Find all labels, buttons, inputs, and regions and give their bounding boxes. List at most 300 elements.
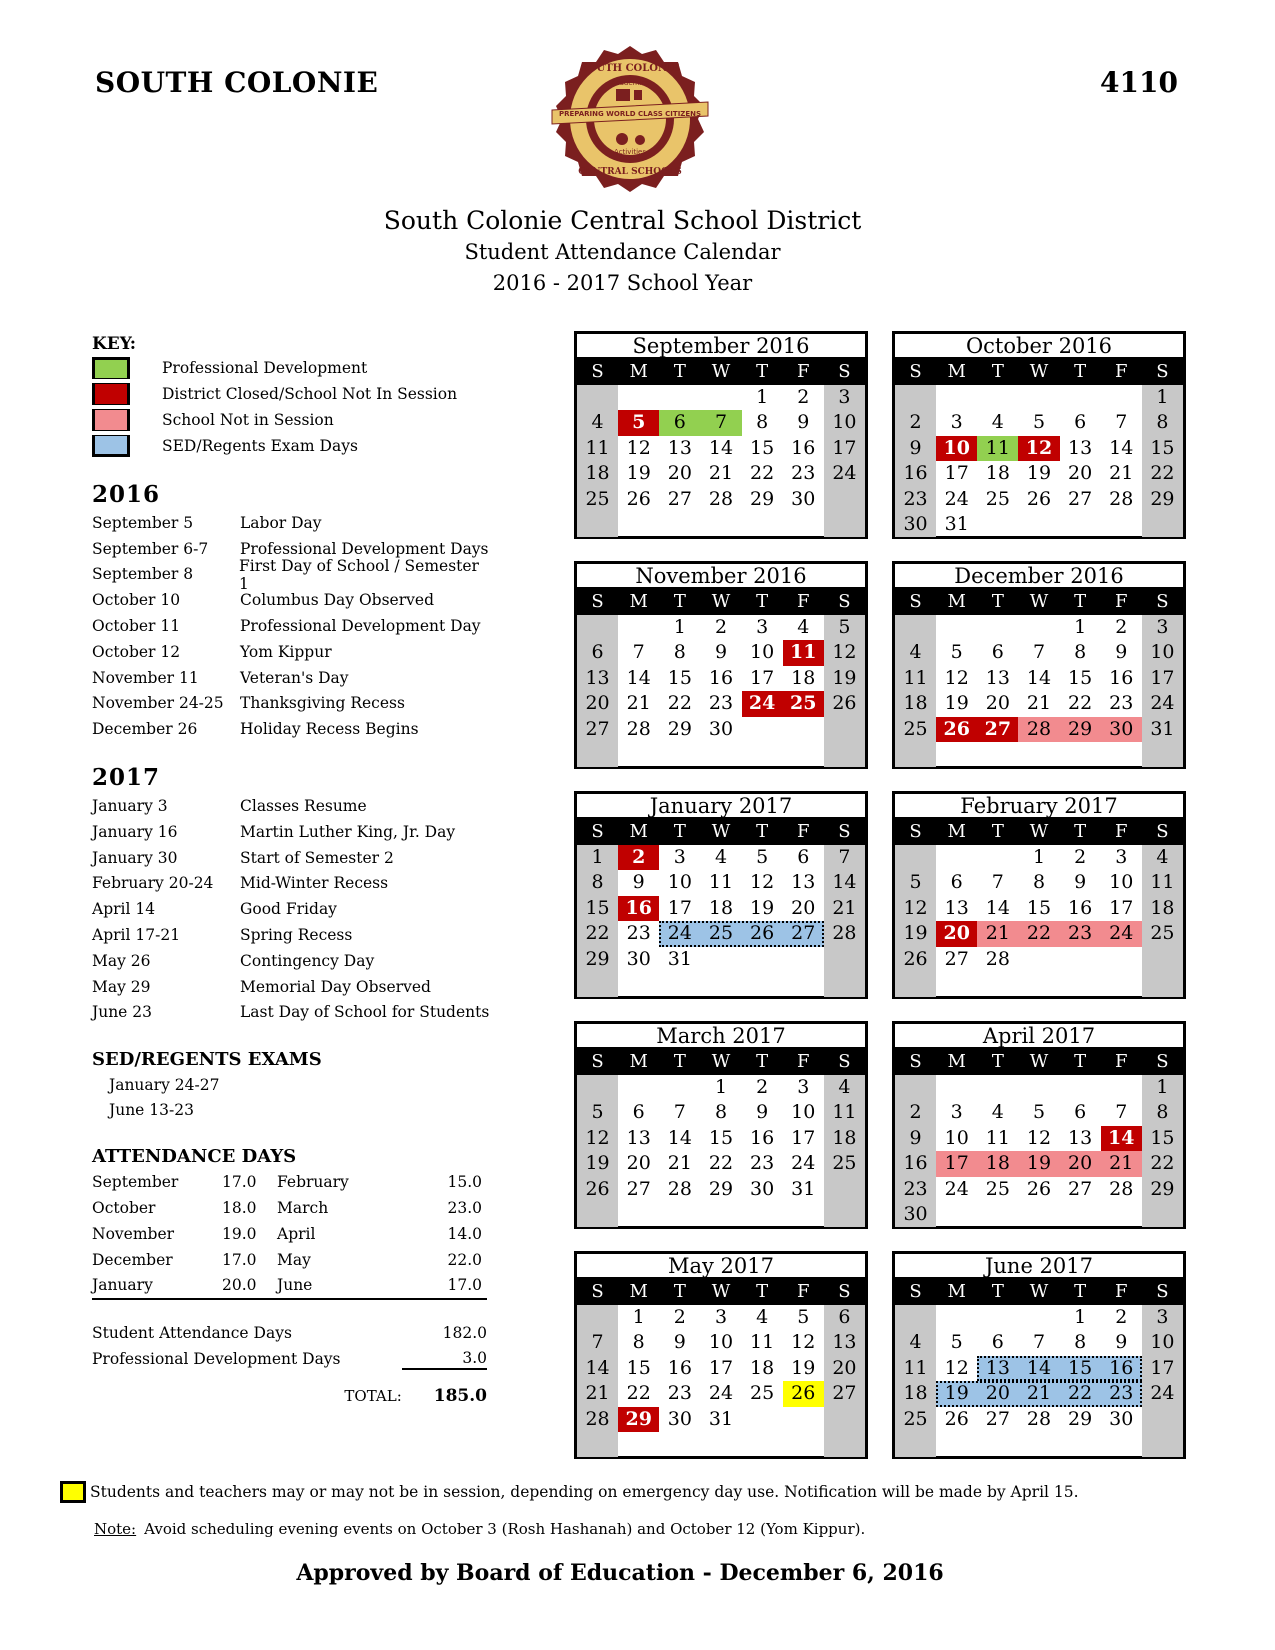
day-cell[interactable]: 26 xyxy=(626,487,651,510)
day-cell[interactable]: 6 xyxy=(1074,411,1087,434)
day-cell[interactable]: 31 xyxy=(791,1177,816,1200)
day-cell[interactable]: 25 xyxy=(832,1152,857,1175)
day-cell[interactable]: 11 xyxy=(708,871,734,894)
day-cell[interactable]: 1 xyxy=(1032,846,1046,868)
day-cell-exam[interactable]: 16 xyxy=(1101,1356,1142,1381)
day-cell[interactable]: 14 xyxy=(626,666,651,689)
day-cell-nosess[interactable]: 24 xyxy=(1101,921,1142,946)
day-cell[interactable]: 25 xyxy=(903,717,928,740)
day-cell[interactable]: 27 xyxy=(985,1407,1010,1430)
day-cell[interactable]: 1 xyxy=(1156,386,1169,408)
day-cell[interactable]: 20 xyxy=(1068,462,1093,485)
day-cell-nosess[interactable]: 28 xyxy=(1018,717,1059,742)
day-cell-cont[interactable]: 26 xyxy=(783,1381,824,1406)
day-cell-nosess[interactable]: 17 xyxy=(936,1151,977,1176)
day-cell[interactable]: 12 xyxy=(1026,1126,1052,1149)
day-cell[interactable]: 12 xyxy=(626,436,651,459)
day-cell[interactable]: 25 xyxy=(1150,922,1175,945)
day-cell[interactable]: 4 xyxy=(909,641,922,664)
day-cell[interactable]: 23 xyxy=(791,462,816,485)
day-cell[interactable]: 10 xyxy=(708,1331,734,1354)
day-cell[interactable]: 20 xyxy=(832,1356,857,1379)
day-cell[interactable]: 6 xyxy=(950,871,963,894)
day-cell[interactable]: 2 xyxy=(1115,1306,1128,1328)
day-cell[interactable]: 12 xyxy=(944,666,969,689)
day-cell[interactable]: 22 xyxy=(626,1382,651,1405)
day-cell[interactable]: 7 xyxy=(632,641,645,664)
day-cell[interactable]: 31 xyxy=(1150,717,1175,740)
day-cell[interactable]: 29 xyxy=(1068,1407,1093,1430)
day-cell[interactable]: 27 xyxy=(626,1177,651,1200)
day-cell[interactable]: 9 xyxy=(1074,871,1087,894)
day-cell[interactable]: 22 xyxy=(585,922,610,945)
day-cell-nosess[interactable]: 19 xyxy=(1018,1151,1059,1176)
day-cell-exam[interactable]: 19 xyxy=(936,1381,977,1406)
day-cell[interactable]: 24 xyxy=(1150,1382,1175,1405)
day-cell-closed[interactable]: 14 xyxy=(1101,1126,1142,1151)
day-cell[interactable]: 16 xyxy=(750,1126,775,1149)
day-cell[interactable]: 12 xyxy=(944,1356,969,1379)
day-cell[interactable]: 25 xyxy=(903,1407,928,1430)
day-cell[interactable]: 3 xyxy=(838,386,851,408)
day-cell[interactable]: 26 xyxy=(903,947,928,970)
day-cell[interactable]: 8 xyxy=(756,411,769,434)
day-cell[interactable]: 30 xyxy=(1109,1407,1134,1430)
day-cell-exam[interactable]: 14 xyxy=(1018,1356,1059,1381)
day-cell[interactable]: 4 xyxy=(591,411,604,434)
day-cell-pd[interactable]: 11 xyxy=(977,436,1018,461)
day-cell[interactable]: 18 xyxy=(585,462,610,485)
day-cell[interactable]: 13 xyxy=(791,871,816,894)
day-cell[interactable]: 17 xyxy=(944,462,969,485)
day-cell[interactable]: 3 xyxy=(673,846,686,868)
day-cell[interactable]: 29 xyxy=(750,487,775,510)
day-cell[interactable]: 4 xyxy=(756,1306,769,1328)
day-cell[interactable]: 10 xyxy=(667,871,692,894)
day-cell[interactable]: 7 xyxy=(673,1101,686,1124)
day-cell-nosess[interactable]: 22 xyxy=(1018,921,1059,946)
day-cell[interactable]: 21 xyxy=(667,1152,692,1175)
day-cell[interactable]: 11 xyxy=(903,666,928,689)
day-cell[interactable]: 30 xyxy=(750,1177,775,1200)
day-cell[interactable]: 17 xyxy=(750,666,775,689)
day-cell[interactable]: 4 xyxy=(991,1101,1004,1124)
day-cell[interactable]: 19 xyxy=(832,666,857,689)
day-cell[interactable]: 2 xyxy=(797,386,810,408)
day-cell[interactable]: 6 xyxy=(991,1331,1004,1354)
day-cell[interactable]: 8 xyxy=(673,641,686,664)
day-cell[interactable]: 13 xyxy=(667,436,692,459)
day-cell[interactable]: 27 xyxy=(944,947,969,970)
day-cell[interactable]: 1 xyxy=(673,616,686,638)
day-cell[interactable]: 30 xyxy=(626,947,651,970)
day-cell[interactable]: 27 xyxy=(1068,487,1093,510)
day-cell[interactable]: 29 xyxy=(1150,487,1175,510)
day-cell-exam[interactable]: 21 xyxy=(1018,1381,1059,1406)
day-cell-exam[interactable]: 23 xyxy=(1101,1381,1142,1406)
day-cell[interactable]: 5 xyxy=(756,846,769,868)
day-cell[interactable]: 24 xyxy=(944,1177,969,1200)
day-cell[interactable]: 17 xyxy=(1150,666,1175,689)
day-cell[interactable]: 28 xyxy=(708,487,734,510)
day-cell[interactable]: 7 xyxy=(838,846,851,868)
day-cell[interactable]: 13 xyxy=(1068,1126,1093,1149)
day-cell[interactable]: 20 xyxy=(985,692,1010,715)
day-cell[interactable]: 16 xyxy=(708,666,734,689)
day-cell[interactable]: 15 xyxy=(1068,666,1093,689)
day-cell[interactable]: 12 xyxy=(585,1126,610,1149)
day-cell[interactable]: 3 xyxy=(714,1306,728,1328)
day-cell-exam[interactable]: 20 xyxy=(977,1381,1018,1406)
day-cell[interactable]: 11 xyxy=(585,436,610,459)
day-cell-closed[interactable]: 27 xyxy=(977,717,1018,742)
day-cell[interactable]: 20 xyxy=(585,692,610,715)
day-cell[interactable]: 1 xyxy=(1156,1076,1169,1098)
day-cell[interactable]: 21 xyxy=(585,1382,610,1405)
day-cell[interactable]: 10 xyxy=(1150,641,1175,664)
day-cell[interactable]: 30 xyxy=(708,717,734,740)
day-cell-closed[interactable]: 20 xyxy=(936,921,977,946)
day-cell[interactable]: 4 xyxy=(797,616,810,638)
day-cell-nosess[interactable]: 30 xyxy=(1101,717,1142,742)
day-cell[interactable]: 24 xyxy=(832,462,857,485)
day-cell[interactable]: 27 xyxy=(667,487,692,510)
day-cell[interactable]: 19 xyxy=(626,462,651,485)
day-cell[interactable]: 10 xyxy=(750,641,775,664)
day-cell[interactable]: 16 xyxy=(1068,896,1093,919)
day-cell-exam[interactable]: 15 xyxy=(1060,1356,1101,1381)
day-cell[interactable]: 9 xyxy=(632,871,645,894)
day-cell[interactable]: 5 xyxy=(1032,411,1046,434)
day-cell[interactable]: 19 xyxy=(750,896,775,919)
day-cell[interactable]: 17 xyxy=(667,896,692,919)
day-cell[interactable]: 24 xyxy=(1150,692,1175,715)
day-cell[interactable]: 19 xyxy=(944,692,969,715)
day-cell[interactable]: 22 xyxy=(667,692,692,715)
day-cell[interactable]: 2 xyxy=(1074,846,1087,868)
day-cell[interactable]: 28 xyxy=(626,717,651,740)
day-cell[interactable]: 21 xyxy=(1026,692,1052,715)
day-cell-pd[interactable]: 6 xyxy=(659,410,700,435)
day-cell[interactable]: 23 xyxy=(903,1177,928,1200)
day-cell[interactable]: 9 xyxy=(1115,641,1128,664)
day-cell[interactable]: 2 xyxy=(756,1076,769,1098)
day-cell[interactable]: 5 xyxy=(909,871,922,894)
day-cell[interactable]: 4 xyxy=(1156,846,1169,868)
day-cell[interactable]: 25 xyxy=(750,1382,775,1405)
day-cell[interactable]: 11 xyxy=(985,1126,1010,1149)
day-cell-nosess[interactable]: 18 xyxy=(977,1151,1018,1176)
day-cell[interactable]: 31 xyxy=(944,512,969,535)
day-cell[interactable]: 8 xyxy=(591,871,604,894)
day-cell[interactable]: 23 xyxy=(626,922,651,945)
day-cell[interactable]: 16 xyxy=(1109,666,1134,689)
day-cell[interactable]: 7 xyxy=(1115,411,1128,434)
day-cell[interactable]: 24 xyxy=(791,1152,816,1175)
day-cell[interactable]: 23 xyxy=(708,692,734,715)
day-cell[interactable]: 2 xyxy=(909,411,922,434)
day-cell[interactable]: 30 xyxy=(903,1202,928,1225)
day-cell[interactable]: 11 xyxy=(750,1331,775,1354)
day-cell[interactable]: 14 xyxy=(1026,666,1052,689)
day-cell[interactable]: 26 xyxy=(832,692,857,715)
day-cell[interactable]: 7 xyxy=(591,1331,604,1354)
day-cell-nosess[interactable]: 23 xyxy=(1060,921,1101,946)
day-cell[interactable]: 26 xyxy=(1026,487,1052,510)
day-cell[interactable]: 10 xyxy=(832,411,857,434)
day-cell[interactable]: 1 xyxy=(1074,1306,1087,1328)
day-cell[interactable]: 17 xyxy=(791,1126,816,1149)
day-cell[interactable]: 19 xyxy=(1026,462,1052,485)
day-cell[interactable]: 23 xyxy=(903,487,928,510)
day-cell[interactable]: 21 xyxy=(832,896,857,919)
day-cell[interactable]: 27 xyxy=(585,717,610,740)
day-cell[interactable]: 15 xyxy=(1026,896,1052,919)
day-cell[interactable]: 15 xyxy=(1150,436,1175,459)
day-cell[interactable]: 13 xyxy=(985,666,1010,689)
day-cell-exam[interactable]: 27 xyxy=(783,921,824,946)
day-cell-closed[interactable]: 26 xyxy=(936,717,977,742)
day-cell[interactable]: 30 xyxy=(903,512,928,535)
day-cell[interactable]: 18 xyxy=(832,1126,857,1149)
day-cell[interactable]: 6 xyxy=(797,846,810,868)
day-cell[interactable]: 11 xyxy=(903,1356,928,1379)
day-cell[interactable]: 1 xyxy=(632,1306,645,1328)
day-cell-nosess[interactable]: 29 xyxy=(1060,717,1101,742)
day-cell[interactable]: 2 xyxy=(673,1306,686,1328)
day-cell[interactable]: 12 xyxy=(903,896,928,919)
day-cell[interactable]: 18 xyxy=(791,666,816,689)
day-cell[interactable]: 15 xyxy=(708,1126,734,1149)
day-cell[interactable]: 14 xyxy=(585,1356,610,1379)
day-cell[interactable]: 9 xyxy=(1115,1331,1128,1354)
day-cell[interactable]: 27 xyxy=(832,1382,857,1405)
day-cell-exam[interactable]: 22 xyxy=(1060,1381,1101,1406)
day-cell[interactable]: 26 xyxy=(944,1407,969,1430)
day-cell[interactable]: 9 xyxy=(909,436,922,459)
day-cell[interactable]: 18 xyxy=(750,1356,775,1379)
day-cell[interactable]: 8 xyxy=(1032,871,1046,894)
day-cell[interactable]: 5 xyxy=(950,641,963,664)
day-cell[interactable]: 13 xyxy=(944,896,969,919)
day-cell[interactable]: 4 xyxy=(838,1076,851,1098)
day-cell-closed[interactable]: 10 xyxy=(936,436,977,461)
day-cell[interactable]: 9 xyxy=(909,1126,922,1149)
day-cell-nosess[interactable]: 21 xyxy=(1101,1151,1142,1176)
day-cell[interactable]: 28 xyxy=(667,1177,692,1200)
day-cell-closed[interactable]: 5 xyxy=(618,410,659,435)
day-cell[interactable]: 13 xyxy=(626,1126,651,1149)
day-cell[interactable]: 3 xyxy=(1156,616,1169,638)
day-cell[interactable]: 18 xyxy=(903,1382,928,1405)
day-cell[interactable]: 6 xyxy=(1074,1101,1087,1124)
day-cell[interactable]: 31 xyxy=(708,1407,734,1430)
day-cell[interactable]: 19 xyxy=(903,922,928,945)
day-cell[interactable]: 28 xyxy=(1109,487,1134,510)
day-cell[interactable]: 7 xyxy=(1115,1101,1128,1124)
day-cell[interactable]: 12 xyxy=(750,871,775,894)
day-cell[interactable]: 27 xyxy=(1068,1177,1093,1200)
day-cell[interactable]: 9 xyxy=(756,1101,769,1124)
day-cell[interactable]: 1 xyxy=(591,846,604,868)
day-cell[interactable]: 22 xyxy=(1068,692,1093,715)
day-cell[interactable]: 26 xyxy=(585,1177,610,1200)
day-cell[interactable]: 8 xyxy=(1156,411,1169,434)
day-cell-closed[interactable]: 25 xyxy=(783,691,824,716)
day-cell[interactable]: 11 xyxy=(1150,871,1175,894)
day-cell[interactable]: 1 xyxy=(756,386,769,408)
day-cell[interactable]: 18 xyxy=(903,692,928,715)
day-cell[interactable]: 22 xyxy=(708,1152,734,1175)
day-cell[interactable]: 6 xyxy=(591,641,604,664)
day-cell[interactable]: 19 xyxy=(585,1152,610,1175)
day-cell[interactable]: 21 xyxy=(1109,462,1134,485)
day-cell[interactable]: 13 xyxy=(832,1331,857,1354)
day-cell[interactable]: 16 xyxy=(903,462,928,485)
day-cell[interactable]: 1 xyxy=(714,1076,728,1098)
day-cell[interactable]: 7 xyxy=(1032,1331,1046,1354)
day-cell[interactable]: 16 xyxy=(791,436,816,459)
day-cell[interactable]: 5 xyxy=(838,616,851,638)
day-cell[interactable]: 5 xyxy=(950,1331,963,1354)
day-cell[interactable]: 26 xyxy=(1026,1177,1052,1200)
day-cell[interactable]: 7 xyxy=(1032,641,1046,664)
day-cell-closed[interactable]: 29 xyxy=(618,1407,659,1432)
day-cell-closed[interactable]: 12 xyxy=(1018,436,1059,461)
day-cell[interactable]: 29 xyxy=(1150,1177,1175,1200)
day-cell[interactable]: 24 xyxy=(944,487,969,510)
day-cell[interactable]: 8 xyxy=(1074,1331,1087,1354)
day-cell-closed[interactable]: 2 xyxy=(618,845,659,870)
day-cell[interactable]: 3 xyxy=(950,411,963,434)
day-cell[interactable]: 12 xyxy=(832,641,857,664)
day-cell[interactable]: 31 xyxy=(667,947,692,970)
day-cell[interactable]: 2 xyxy=(1115,616,1128,638)
day-cell-nosess[interactable]: 20 xyxy=(1060,1151,1101,1176)
day-cell[interactable]: 15 xyxy=(585,896,610,919)
day-cell[interactable]: 25 xyxy=(985,1177,1010,1200)
day-cell[interactable]: 4 xyxy=(991,411,1004,434)
day-cell[interactable]: 22 xyxy=(750,462,775,485)
day-cell[interactable]: 18 xyxy=(985,462,1010,485)
day-cell[interactable]: 23 xyxy=(750,1152,775,1175)
day-cell[interactable]: 15 xyxy=(626,1356,651,1379)
day-cell[interactable]: 25 xyxy=(985,487,1010,510)
day-cell[interactable]: 15 xyxy=(1150,1126,1175,1149)
day-cell[interactable]: 10 xyxy=(944,1126,969,1149)
day-cell[interactable]: 8 xyxy=(1074,641,1087,664)
day-cell[interactable]: 15 xyxy=(667,666,692,689)
day-cell[interactable]: 6 xyxy=(991,641,1004,664)
day-cell[interactable]: 21 xyxy=(708,462,734,485)
day-cell[interactable]: 17 xyxy=(832,436,857,459)
day-cell[interactable]: 10 xyxy=(791,1101,816,1124)
day-cell[interactable]: 6 xyxy=(838,1306,851,1328)
day-cell[interactable]: 28 xyxy=(1109,1177,1134,1200)
day-cell[interactable]: 19 xyxy=(791,1356,816,1379)
day-cell[interactable]: 14 xyxy=(985,896,1010,919)
day-cell[interactable]: 14 xyxy=(832,871,857,894)
day-cell[interactable]: 28 xyxy=(832,922,857,945)
day-cell[interactable]: 16 xyxy=(903,1152,928,1175)
day-cell[interactable]: 1 xyxy=(1074,616,1087,638)
day-cell-exam[interactable]: 13 xyxy=(977,1356,1018,1381)
day-cell[interactable]: 18 xyxy=(708,896,734,919)
day-cell[interactable]: 8 xyxy=(632,1331,645,1354)
day-cell-exam[interactable]: 26 xyxy=(742,921,783,946)
day-cell[interactable]: 11 xyxy=(832,1101,857,1124)
day-cell[interactable]: 9 xyxy=(673,1331,686,1354)
day-cell-closed[interactable]: 11 xyxy=(783,640,824,665)
day-cell[interactable]: 10 xyxy=(1109,871,1134,894)
day-cell[interactable]: 13 xyxy=(585,666,610,689)
day-cell[interactable]: 17 xyxy=(1150,1356,1175,1379)
day-cell[interactable]: 5 xyxy=(1032,1101,1046,1124)
day-cell[interactable]: 5 xyxy=(797,1306,810,1328)
day-cell-nosess[interactable]: 21 xyxy=(977,921,1018,946)
day-cell[interactable]: 20 xyxy=(626,1152,651,1175)
day-cell[interactable]: 8 xyxy=(714,1101,728,1124)
day-cell[interactable]: 24 xyxy=(708,1382,734,1405)
day-cell[interactable]: 10 xyxy=(1150,1331,1175,1354)
day-cell[interactable]: 4 xyxy=(714,846,728,868)
day-cell[interactable]: 8 xyxy=(1156,1101,1169,1124)
day-cell-exam[interactable]: 24 xyxy=(659,921,700,946)
day-cell[interactable]: 2 xyxy=(714,616,728,638)
day-cell[interactable]: 3 xyxy=(1115,846,1128,868)
day-cell[interactable]: 3 xyxy=(797,1076,810,1098)
day-cell[interactable]: 23 xyxy=(667,1382,692,1405)
day-cell[interactable]: 4 xyxy=(909,1331,922,1354)
day-cell[interactable]: 14 xyxy=(667,1126,692,1149)
day-cell[interactable]: 14 xyxy=(708,436,734,459)
day-cell[interactable]: 23 xyxy=(1109,692,1134,715)
day-cell[interactable]: 22 xyxy=(1150,1152,1175,1175)
day-cell[interactable]: 28 xyxy=(1026,1407,1052,1430)
day-cell[interactable]: 17 xyxy=(1109,896,1134,919)
day-cell-closed[interactable]: 24 xyxy=(742,691,783,716)
day-cell[interactable]: 9 xyxy=(714,641,728,664)
day-cell[interactable]: 6 xyxy=(632,1101,645,1124)
day-cell[interactable]: 12 xyxy=(791,1331,816,1354)
day-cell[interactable]: 3 xyxy=(950,1101,963,1124)
day-cell[interactable]: 22 xyxy=(1150,462,1175,485)
day-cell[interactable]: 13 xyxy=(1068,436,1093,459)
day-cell[interactable]: 15 xyxy=(750,436,775,459)
day-cell[interactable]: 14 xyxy=(1109,436,1134,459)
day-cell[interactable]: 30 xyxy=(791,487,816,510)
day-cell[interactable]: 3 xyxy=(1156,1306,1169,1328)
day-cell[interactable]: 2 xyxy=(909,1101,922,1124)
day-cell[interactable]: 29 xyxy=(667,717,692,740)
day-cell[interactable]: 29 xyxy=(585,947,610,970)
day-cell[interactable]: 28 xyxy=(985,947,1010,970)
day-cell[interactable]: 18 xyxy=(1150,896,1175,919)
day-cell[interactable]: 17 xyxy=(708,1356,734,1379)
day-cell[interactable]: 25 xyxy=(585,487,610,510)
day-cell[interactable]: 7 xyxy=(991,871,1004,894)
day-cell-pd[interactable]: 7 xyxy=(700,410,741,435)
day-cell[interactable]: 28 xyxy=(585,1407,610,1430)
day-cell[interactable]: 30 xyxy=(667,1407,692,1430)
day-cell[interactable]: 29 xyxy=(708,1177,734,1200)
day-cell-closed[interactable]: 16 xyxy=(618,896,659,921)
day-cell[interactable]: 21 xyxy=(626,692,651,715)
day-cell[interactable]: 20 xyxy=(667,462,692,485)
day-cell[interactable]: 5 xyxy=(591,1101,604,1124)
day-cell[interactable]: 20 xyxy=(791,896,816,919)
day-cell-exam[interactable]: 25 xyxy=(700,921,741,946)
